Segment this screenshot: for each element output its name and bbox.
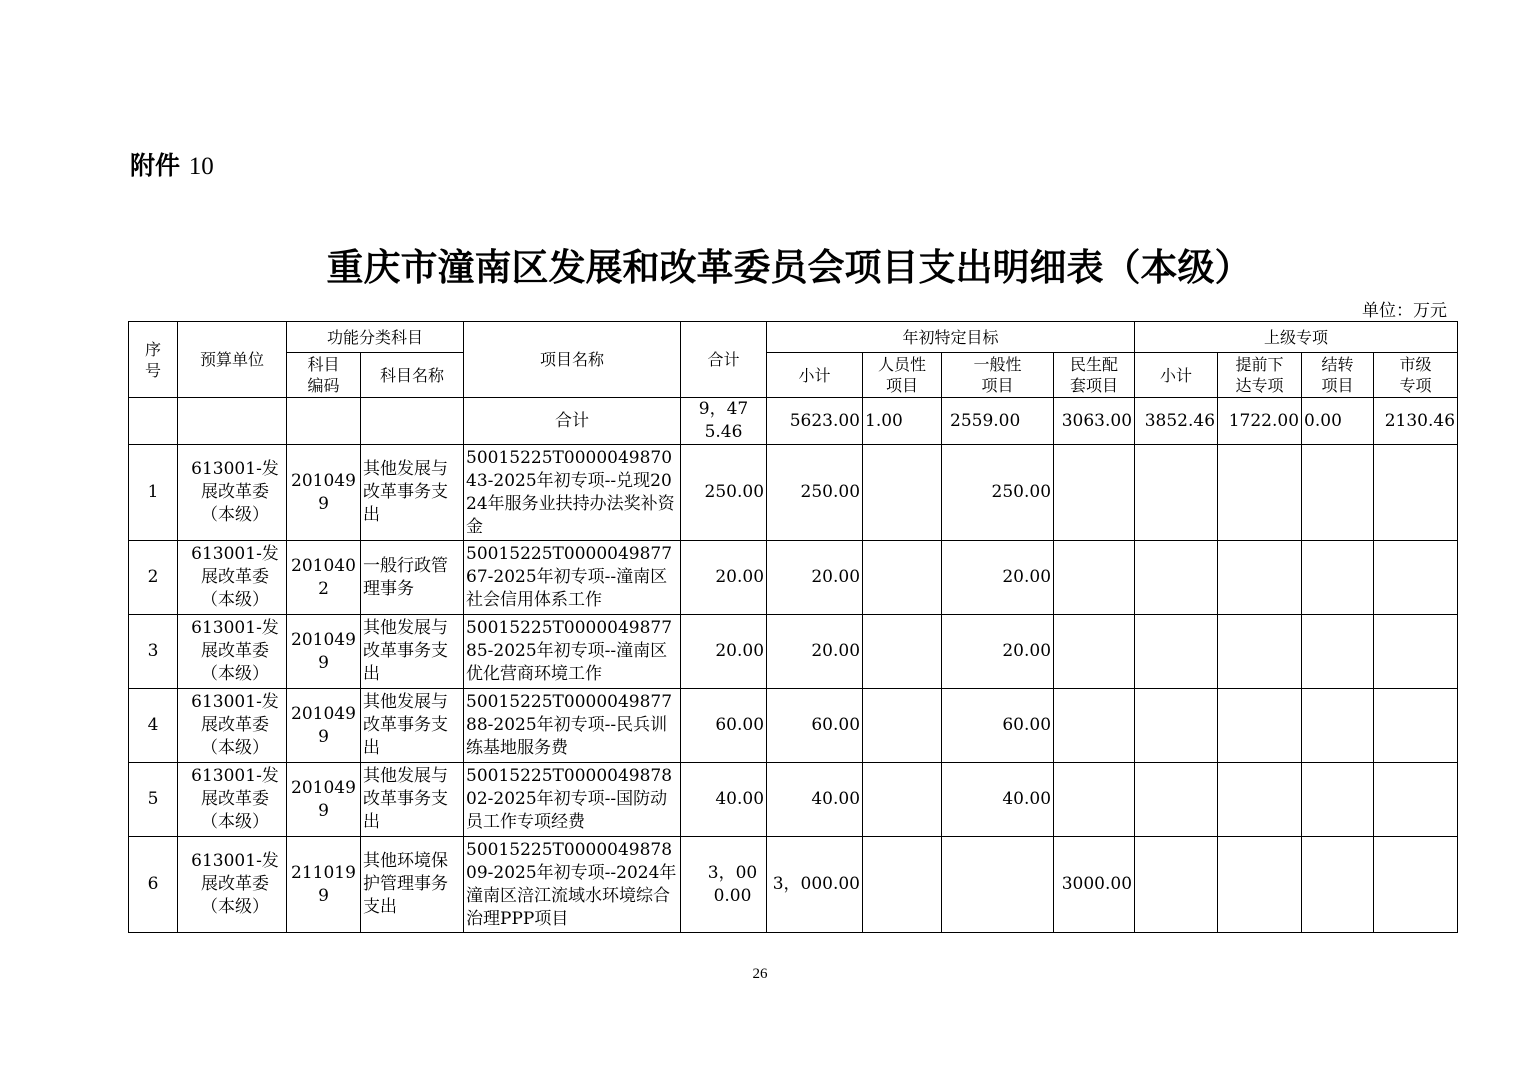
cell-total: 3，000.00: [681, 837, 767, 933]
header-seq: 序号: [129, 322, 178, 398]
cell-project: 50015225T000004987785-2025年初专项--潼南区优化营商环境工作: [464, 615, 681, 689]
cell-target-subtotal: 20.00: [767, 541, 863, 615]
cell-subject: 其他发展与改革事务支出: [361, 615, 464, 689]
header-project-name: 项目名称: [464, 322, 681, 398]
table-row: [129, 541, 1458, 615]
cell-carryover: [1302, 615, 1374, 689]
summary-total: 9，475.46: [681, 398, 767, 445]
header-func-class: 功能分类科目: [287, 322, 464, 353]
cell-general: [942, 837, 1054, 933]
header-livelihood: 民生配套项目: [1054, 353, 1135, 398]
cell-carryover: [1302, 763, 1374, 837]
cell-personnel: [863, 689, 942, 763]
cell-subject: 其他环境保护管理事务支出: [361, 837, 464, 933]
cell-total: 60.00: [681, 689, 767, 763]
cell-target-subtotal: 3，000.00: [767, 837, 863, 933]
cell-target-subtotal: 250.00: [767, 445, 863, 541]
cell-personnel: [863, 763, 942, 837]
cell-seq: 5: [129, 763, 178, 837]
cell-carryover: [1302, 541, 1374, 615]
cell-superior-subtotal: [1135, 689, 1218, 763]
header-city: 市级专项: [1374, 353, 1458, 398]
header-row-1: [129, 322, 1458, 353]
header-target-subtotal: 小计: [767, 353, 863, 398]
header-general: 一般性项目: [942, 353, 1054, 398]
header-personnel: 人员性项目: [863, 353, 942, 398]
cell-general: 60.00: [942, 689, 1054, 763]
header-annual-target: 年初特定目标: [767, 322, 1135, 353]
attachment-number: 10: [188, 153, 214, 180]
header-advance: 提前下达专项: [1218, 353, 1302, 398]
cell-project: 50015225T000004987802-2025年初专项--国防动员工作专项经费: [464, 763, 681, 837]
cell-total: 20.00: [681, 541, 767, 615]
cell-personnel: [863, 541, 942, 615]
cell-seq: 1: [129, 445, 178, 541]
cell-unit: 613001-发展改革委（本级）: [178, 763, 287, 837]
cell-advance: [1218, 763, 1302, 837]
cell-code: 2110199: [287, 837, 361, 933]
cell-project: 50015225T000004987788-2025年初专项--民兵训练基地服务费: [464, 689, 681, 763]
cell-livelihood: [1054, 615, 1135, 689]
header-carryover: 结转项目: [1302, 353, 1374, 398]
header-row-2: [129, 353, 1458, 398]
cell-subject: 其他发展与改革事务支出: [361, 689, 464, 763]
attachment-text: 附件: [130, 151, 181, 180]
cell-seq: 2: [129, 541, 178, 615]
cell-unit: 613001-发展改革委（本级）: [178, 445, 287, 541]
cell-advance: [1218, 615, 1302, 689]
cell-livelihood: [1054, 763, 1135, 837]
summary-general: 2559.00: [942, 398, 1054, 445]
summary-label: 合计: [464, 398, 681, 445]
header-code: 科目编码: [287, 353, 361, 398]
cell-unit: 613001-发展改革委（本级）: [178, 837, 287, 933]
summary-carryover: 0.00: [1302, 398, 1374, 445]
summary-advance: 1722.00: [1218, 398, 1302, 445]
cell-carryover: [1302, 837, 1374, 933]
cell-project: 50015225T000004987043-2025年初专项--兑现2024年服务业扶持办法奖补资金: [464, 445, 681, 541]
cell-subject: 一般行政管理事务: [361, 541, 464, 615]
cell-superior-subtotal: [1135, 837, 1218, 933]
summary-livelihood: 3063.00: [1054, 398, 1135, 445]
cell-general: 250.00: [942, 445, 1054, 541]
cell-livelihood: [1054, 541, 1135, 615]
cell-city: [1374, 541, 1458, 615]
cell-carryover: [1302, 445, 1374, 541]
header-superior: 上级专项: [1135, 322, 1458, 353]
summary-personnel: 1.00: [863, 398, 942, 445]
cell-advance: [1218, 445, 1302, 541]
header-unit: 预算单位: [178, 322, 287, 398]
table-row: [129, 615, 1458, 689]
expenditure-table: [128, 321, 1458, 933]
cell-total: 250.00: [681, 445, 767, 541]
cell-advance: [1218, 689, 1302, 763]
cell-total: 20.00: [681, 615, 767, 689]
cell-code: 2010499: [287, 763, 361, 837]
summary-superior-subtotal: 3852.46: [1135, 398, 1218, 445]
cell-target-subtotal: 60.00: [767, 689, 863, 763]
header-subject-name: 科目名称: [361, 353, 464, 398]
cell-advance: [1218, 541, 1302, 615]
cell-city: [1374, 445, 1458, 541]
cell-superior-subtotal: [1135, 763, 1218, 837]
header-total: 合计: [681, 322, 767, 398]
unit-note: 单位：万元: [1362, 301, 1447, 321]
summary-target-subtotal: 5623.00: [767, 398, 863, 445]
cell-code: 2010499: [287, 689, 361, 763]
table-row: [129, 837, 1458, 933]
cell-unit: 613001-发展改革委（本级）: [178, 615, 287, 689]
cell-general: 20.00: [942, 541, 1054, 615]
table-row: [129, 763, 1458, 837]
cell-livelihood: [1054, 445, 1135, 541]
cell-code: 2010499: [287, 445, 361, 541]
cell-livelihood: 3000.00: [1054, 837, 1135, 933]
cell-code: 2010402: [287, 541, 361, 615]
page-title: 重庆市潼南区发展和改革委员会项目支出明细表（本级）: [326, 246, 1252, 289]
data-rows: [129, 445, 1458, 933]
cell-unit: 613001-发展改革委（本级）: [178, 541, 287, 615]
cell-subject: 其他发展与改革事务支出: [361, 763, 464, 837]
table-row: [129, 445, 1458, 541]
cell-general: 20.00: [942, 615, 1054, 689]
cell-livelihood: [1054, 689, 1135, 763]
cell-personnel: [863, 615, 942, 689]
cell-general: 40.00: [942, 763, 1054, 837]
cell-target-subtotal: 40.00: [767, 763, 863, 837]
cell-superior-subtotal: [1135, 615, 1218, 689]
cell-city: [1374, 689, 1458, 763]
cell-code: 2010499: [287, 615, 361, 689]
cell-project: 50015225T000004987767-2025年初专项--潼南区社会信用体系工作: [464, 541, 681, 615]
cell-personnel: [863, 837, 942, 933]
cell-seq: 3: [129, 615, 178, 689]
attachment-label: [130, 146, 214, 182]
page-number: 26: [752, 966, 768, 982]
cell-seq: 6: [129, 837, 178, 933]
table-row: [129, 689, 1458, 763]
cell-city: [1374, 837, 1458, 933]
summary-row: [129, 398, 1458, 445]
cell-superior-subtotal: [1135, 541, 1218, 615]
cell-personnel: [863, 445, 942, 541]
header-superior-subtotal: 小计: [1135, 353, 1218, 398]
cell-carryover: [1302, 689, 1374, 763]
summary-city: 2130.46: [1374, 398, 1458, 445]
cell-city: [1374, 763, 1458, 837]
cell-project: 50015225T000004987809-2025年初专项--2024年潼南区涪江流域水环境综合治理PPP项目: [464, 837, 681, 933]
cell-target-subtotal: 20.00: [767, 615, 863, 689]
cell-advance: [1218, 837, 1302, 933]
cell-subject: 其他发展与改革事务支出: [361, 445, 464, 541]
cell-superior-subtotal: [1135, 445, 1218, 541]
cell-city: [1374, 615, 1458, 689]
cell-seq: 4: [129, 689, 178, 763]
cell-total: 40.00: [681, 763, 767, 837]
cell-unit: 613001-发展改革委（本级）: [178, 689, 287, 763]
